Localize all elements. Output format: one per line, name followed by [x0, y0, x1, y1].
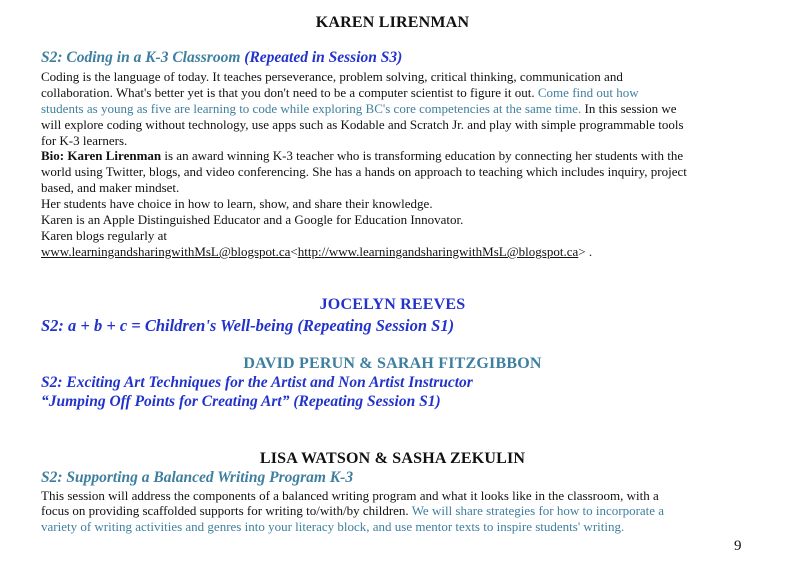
description-line: This session will address the components of a balanced writing program and what it looks like in the classroom, with a: [41, 488, 659, 503]
description-line: for K-3 learners.: [41, 133, 128, 148]
description-line: variety of writing activities and genres into your literacy block, and use mentor texts to inspire students' writing.: [41, 519, 625, 534]
bio-line: Karen is an Apple Distinguished Educator and a Google for Education Innovator.: [41, 212, 464, 227]
description-highlight: We will share strategies for how to incorporate a: [411, 503, 665, 518]
description-highlight: Come find out how: [537, 85, 639, 100]
description-line: Coding is the language of today. It teaches perseverance, problem solving, critical thinking, communication and: [41, 69, 623, 84]
presenter-karen-lirenman: KAREN LIRENMAN: [315, 14, 470, 31]
session-title-writing: S2: Supporting a Balanced Writing Program K-3: [41, 469, 354, 486]
bio-line: Karen blogs regularly at: [41, 228, 167, 243]
presenter-jocelyn-reeves: JOCELYN REEVES: [319, 296, 466, 313]
session-repeat-note: (Repeated in Session S3): [244, 49, 403, 66]
bio-line: [41, 148, 683, 164]
description-line: [41, 85, 639, 101]
description-text: collaboration. What's better yet is that you don't need to be a computer scientist to figure it out.: [41, 85, 535, 100]
session-title-coding: [41, 49, 402, 67]
presenter-david-sarah: DAVID PERUN & SARAH FITZGIBBON: [243, 355, 542, 372]
blog-link-line: [41, 244, 592, 260]
description-highlight: students as young as five are learning to code while exploring BC's core competencies at the same time.: [41, 101, 582, 116]
description-line: [41, 101, 677, 117]
description-text: focus on providing scaffolded supports for writing to/with/by children.: [41, 503, 409, 518]
blog-bracket-open: <: [290, 244, 298, 259]
bio-text: is an award winning K-3 teacher who is transforming education by connecting her students with the: [164, 148, 684, 163]
blog-link[interactable]: www.learningandsharingwithMsL@blogspot.ca: [41, 244, 291, 259]
description-line: will explore coding without technology, use apps such as Kodable and Scratch Jr. and play with simple programmable tools: [41, 117, 684, 132]
session-title-art-line1: S2: Exciting Art Techniques for the Artist and Non Artist Instructor: [41, 374, 473, 391]
bio-line: Her students have choice in how to learn, show, and share their knowledge.: [41, 196, 433, 211]
session-title-art-line2: “Jumping Off Points for Creating Art” (Repeating Session S1): [41, 393, 441, 410]
bio-line: world using Twitter, blogs, and video conferencing. She has a hands on approach to teaching which includes inquiry, project: [41, 164, 687, 179]
blog-bracket-close: > .: [578, 244, 593, 259]
session-title-text: S2: Coding in a K-3 Classroom: [41, 49, 241, 66]
bio-label: Bio: Karen Lirenman: [41, 148, 162, 163]
session-title-wellbeing: S2: a + b + c = Children's Well-being (Repeating Session S1): [41, 316, 455, 335]
description-line: [41, 503, 664, 519]
blog-link-url[interactable]: http://www.learningandsharingwithMsL@blogspot.ca: [297, 244, 579, 259]
description-text: In this session we: [584, 101, 677, 116]
bio-line: based, and maker mindset.: [41, 180, 180, 195]
presenter-lisa-sasha: LISA WATSON & SASHA ZEKULIN: [259, 450, 526, 467]
page-number: 9: [734, 538, 742, 554]
